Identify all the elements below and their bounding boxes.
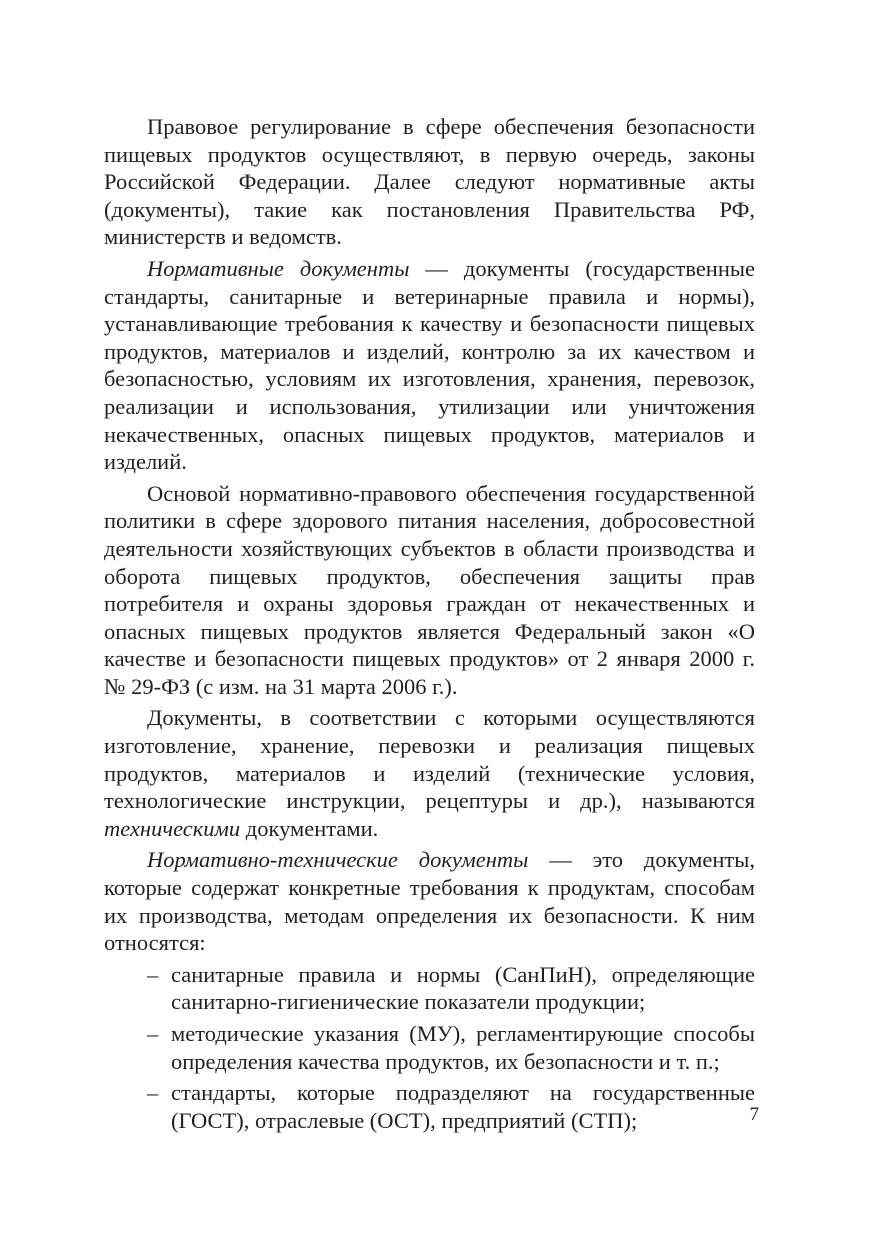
term-normative-documents: Нормативные документы: [147, 255, 410, 281]
paragraph-text: Основой нормативно-правового обеспечения государственной политики в сфере здорового питания населения, добросовестной деятельности хозяйствующих субъектов в области производства и оборота пищевых продуктов, обеспечения защиты прав потребителя и охраны здоровья граждан от некачественных и опасных пищевых продуктов является Федеральный закон «О качестве и безопасности пищевых продуктов» от 2 января 2000 г. № 29-ФЗ (с изм. на 31 марта 2006 г.).: [104, 480, 755, 699]
term-technical: техническими: [104, 815, 241, 841]
list-item: [104, 1079, 755, 1134]
body-text: [104, 113, 755, 1138]
paragraph-text-before: Документы, в соответствии с которыми осуществляются изготовление, хранение, перевозки и реализация пищевых продуктов, материалов и изделий (технические условия, технологические инструкции, рецептуры и др.), называются: [104, 705, 755, 814]
list-item: [104, 1020, 755, 1075]
paragraph-normative-technical-documents: [104, 846, 755, 956]
list-marker: –: [147, 1080, 159, 1106]
paragraph-federal-law: [104, 480, 755, 701]
list-marker: –: [147, 961, 159, 987]
paragraph-legal-regulation: [104, 113, 755, 251]
paragraph-text-after: документами.: [240, 815, 379, 841]
list-marker: –: [147, 1021, 159, 1046]
list-item-text: методические указания (МУ), регламентирующие способы определения качества продуктов, их безопасности и т. п.;: [171, 1021, 755, 1074]
paragraph-normative-documents: [104, 255, 755, 476]
page-number: 7: [749, 1104, 759, 1125]
list-item-text: санитарные правила и нормы (СанПиН), определяющие санитарно-гигиенические показатели продукции;: [171, 961, 755, 1015]
paragraph-text: Правовое регулирование в сфере обеспечения безопасности пищевых продуктов осуществляют, в первую очередь, законы Российской Федерации. Далее следуют нормативные акты (документы), такие как постановления Правительства РФ, министерств и ведомств.: [104, 114, 755, 250]
list-item: [104, 961, 755, 1016]
term-normative-technical-documents: Нормативно-технические документы: [147, 847, 529, 873]
document-types-list: [104, 961, 755, 1135]
paragraph-technical-documents: [104, 704, 755, 842]
list-item-text: стандарты, которые подразделяют на государственные (ГОСТ), отраслевые (ОСТ), предприятий (СТП);: [171, 1080, 755, 1133]
paragraph-text: — документы (государственные стандарты, санитарные и ветеринарные правила и нормы), устанавливающие требования к качеству и безопасности пищевых продуктов, материалов и изделий, контролю за их качеством и безопасностью, условиям их изготовления, хранения, перевозок, реализации и использования, утилизации или уничтожения некачественных, опасных пищевых продуктов, материалов и изделий.: [104, 255, 755, 475]
paragraph-text: — это документы, которые содержат конкретные требования к продуктам, способам их производства, методам определения их безопасности. К ним относятся:: [104, 847, 755, 956]
